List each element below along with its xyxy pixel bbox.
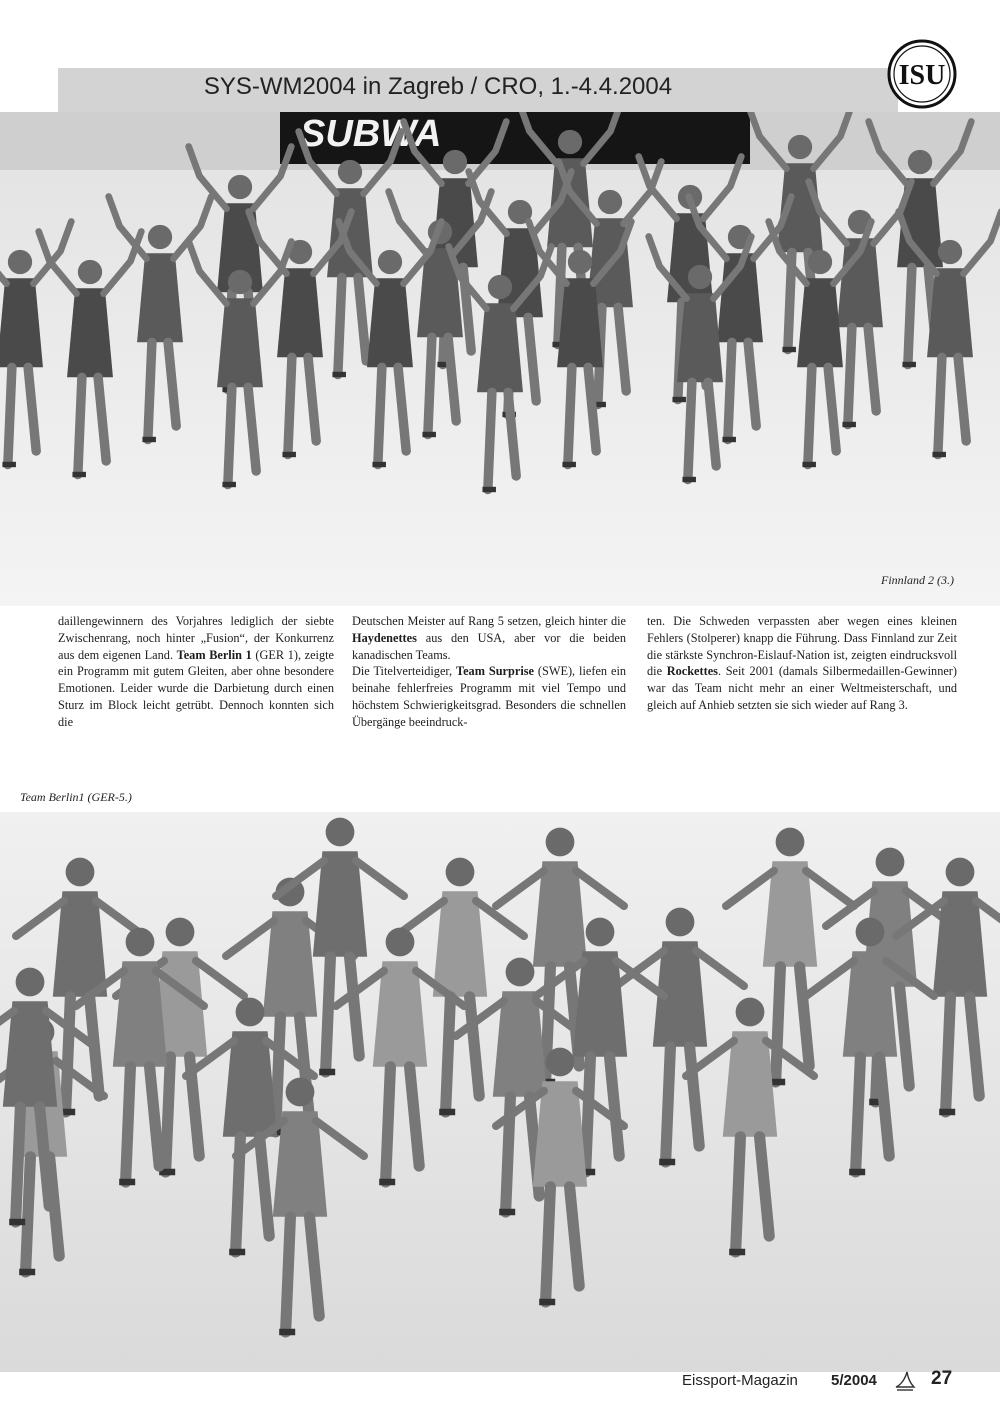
isu-logo-text: ISU <box>898 60 946 91</box>
photo-caption-finland: Finnland 2 (3.) <box>881 573 954 587</box>
team-name: Team Berlin 1 <box>176 647 252 662</box>
team-name: Rockettes <box>666 664 718 679</box>
page-number: 27 <box>931 1368 953 1389</box>
issue-number: 5/2004 <box>831 1372 877 1389</box>
article-text: ten. Die Schweden verpassten aber wegen eines kleinen Fehlers (Stolperer) knapp die Führung. Dass Finnland zur Zeit die stärkste Synchron-Eislauf-Nation ist, zeigten eindrucksvoll die <box>647 614 957 679</box>
article-text: daillengewinnern des Vorjahres lediglich der siebte Zwischenrang, noch hinter „Fusion“, der Konkurrenz aus dem eigenen Land. <box>58 614 334 662</box>
article-text: (SWE), liefen ein beinahe fehlerfreies Programm mit viel Tempo und höchstem Schwierigkeitsgrad. Besonders die schnellen Übergänge beeindruck- <box>352 664 627 729</box>
team-name: Team Surprise <box>456 664 534 679</box>
article-column-3 <box>647 613 957 714</box>
article-column-1 <box>58 613 334 731</box>
article-text: Deutschen Meister auf Rang 5 setzen, gleich hinter die <box>352 614 626 628</box>
page-title: SYS-WM2004 in Zagreb / CRO, 1.-4.4.2004 <box>203 73 673 100</box>
magazine-bird-icon <box>893 1369 917 1393</box>
article-text: . Seit 2001 (damals Silbermedaillen-Gewinner) war das Team nicht mehr an einer Weltmeisterschaft, und gleich auf Anhieb setzten sie sich wieder auf Rang 3. <box>647 664 957 712</box>
article-text: Die Titelverteidiger, <box>352 664 457 679</box>
photo-caption-berlin: Team Berlin1 (GER-5.) <box>20 790 132 804</box>
article-column-2 <box>352 613 626 731</box>
magazine-name: Eissport-Magazin <box>682 1372 798 1389</box>
isu-logo <box>886 38 958 110</box>
banner-text: SUBWA <box>300 113 442 155</box>
team-name: Haydenettes <box>352 630 417 645</box>
photo-finland-team <box>0 112 1000 606</box>
article-text: aus den USA, aber vor die beiden kanadischen Teams. <box>352 630 626 662</box>
article-text: (GER 1), zeigte ein Programm mit gutem Gleiten, aber ohne besondere Emotionen. Leider wurde die Darbietung durch einen Sturz im Block leicht getrübt. Dennoch konnten sich die <box>58 647 335 729</box>
page-footer <box>660 1367 960 1395</box>
photo-team-berlin <box>0 812 1000 1372</box>
